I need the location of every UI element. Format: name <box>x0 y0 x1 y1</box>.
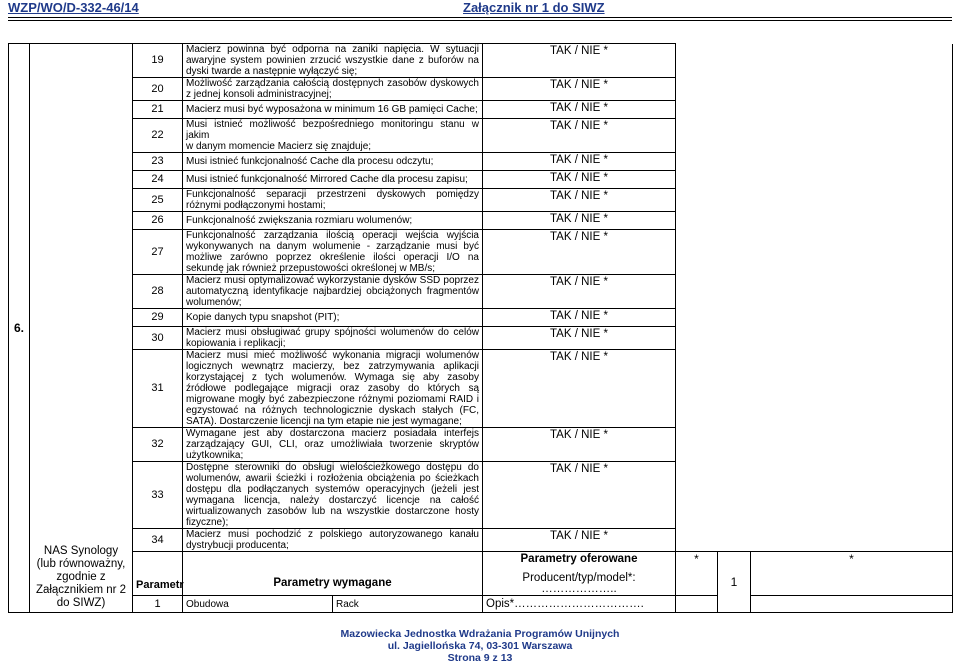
empty-cell <box>676 428 953 462</box>
requirement-number: 20 <box>133 78 183 101</box>
requirement-text-line: wolumenów, awarii ścieżki i rozłożenia obciążenia po ścieżkach <box>186 473 479 484</box>
parameter-name: Obudowa <box>183 596 333 613</box>
requirement-description <box>183 230 483 275</box>
section-number: 6. <box>9 44 30 613</box>
asterisk: * <box>676 552 718 596</box>
requirement-text-line: SATA). Dostarczenie licencji na tym etapie nie jest wymagane; <box>186 416 462 427</box>
footer-address: ul. Jagiellońska 74, 03-301 Warszawa <box>387 640 573 652</box>
requirement-description <box>183 78 483 101</box>
module-line: NAS Synology <box>43 545 119 557</box>
footer-page-number: Strona 9 z 13 <box>447 652 513 664</box>
answer-cell[interactable]: TAK / NIE * <box>483 350 676 428</box>
empty-cell <box>676 212 953 230</box>
requirement-row <box>9 428 953 462</box>
requirement-text-line: Macierz musi optymalizować wykorzystanie dysków SSD poprzez <box>186 275 479 286</box>
empty-cell <box>676 230 953 275</box>
quantity: 1 <box>718 552 751 613</box>
attachment-title: Załącznik nr 1 do SIWZ <box>463 0 605 15</box>
requirement-description <box>183 44 483 78</box>
header-rule-2 <box>8 20 952 21</box>
requirement-text-line: migrowane mogły być zabezpieczone różnymi poziomami RAID i <box>186 394 479 405</box>
requirement-row <box>9 230 953 275</box>
requirement-number: 24 <box>133 171 183 189</box>
requirement-text-line: Macierz musi mieć możliwość wykonania migracji wolumenów <box>186 350 479 361</box>
asterisk: * <box>751 552 953 596</box>
requirement-number: 32 <box>133 428 183 462</box>
requirement-description <box>183 212 483 230</box>
requirement-row <box>9 78 953 101</box>
page-footer <box>0 628 960 664</box>
offered-parameters-header <box>483 552 676 596</box>
producer-field[interactable]: Producent/typ/model*: ……………….. <box>522 572 636 595</box>
requirement-text-line: Musi istnieć funkcjonalność Mirrored Cache dla procesu zapisu; <box>186 174 468 185</box>
answer-cell[interactable]: TAK / NIE * <box>483 462 676 529</box>
parameter-number: 1 <box>133 596 183 613</box>
empty-cell <box>676 529 953 552</box>
answer-cell[interactable]: TAK / NIE * <box>483 189 676 212</box>
empty-cell <box>676 189 953 212</box>
requirement-number: 25 <box>133 189 183 212</box>
requirement-number: 30 <box>133 327 183 350</box>
requirement-description <box>183 428 483 462</box>
header-rule-1 <box>8 17 952 18</box>
requirement-number: 34 <box>133 529 183 552</box>
requirement-number: 27 <box>133 230 183 275</box>
empty-cell <box>676 596 718 613</box>
requirement-row <box>9 462 953 529</box>
document-reference: WZP/WO/D-332-46/14 <box>8 0 139 15</box>
requirement-text-line: Macierz powinna być odporna na zaniki napięcia. W sytuacji <box>186 44 479 55</box>
requirement-text-line: Macierz musi obsługiwać grupy spójności wolumenów do celów <box>186 327 479 338</box>
requirement-row <box>9 44 953 78</box>
offered-label: Parametry oferowane <box>520 553 638 565</box>
requirement-text-line: automatyczną identyfikacje najbardziej obciążonych fragmentów <box>186 286 479 297</box>
requirement-text-line: możliwe zarówno poprzez określenie ilości operacji I/O na <box>186 252 479 263</box>
empty-cell <box>676 462 953 529</box>
empty-cell <box>676 44 953 78</box>
requirement-text-line: Wymagane jest aby dostarczona macierz posiadała interfejs <box>186 428 479 439</box>
answer-cell[interactable]: TAK / NIE * <box>483 275 676 309</box>
requirement-text-line: dystrybucji producenta; <box>186 540 289 551</box>
requirement-number: 33 <box>133 462 183 529</box>
parameter-row <box>9 596 953 613</box>
module-description <box>30 44 133 613</box>
footer-institution: Mazowiecka Jednostka Wdrażania Programów Unijnych <box>340 628 620 640</box>
requirement-text-line: w danym momencie Macierz się znajduje; <box>186 141 372 152</box>
parameter-header: Parametr <box>133 552 183 596</box>
requirement-row <box>9 171 953 189</box>
requirement-number: 31 <box>133 350 183 428</box>
empty-cell <box>676 78 953 101</box>
answer-cell[interactable]: TAK / NIE * <box>483 44 676 78</box>
requirement-text-line: Musi istnieć możliwość bezpośredniego monitoringu stanu w jakim <box>186 119 479 141</box>
requirement-number: 26 <box>133 212 183 230</box>
requirement-text-line: dostępu dla podłączanych systemów operacyjnych (jeżeli jest <box>186 484 479 495</box>
requirement-text-line: źródłowe podlegające migracji oraz zasoby do których są <box>186 383 479 394</box>
empty-cell <box>676 171 953 189</box>
requirement-text-line: użytkownika; <box>186 450 244 461</box>
module-line: do SIWZ) <box>56 597 106 609</box>
requirement-row <box>9 350 953 428</box>
empty-cell <box>676 350 953 428</box>
requirement-number: 21 <box>133 101 183 119</box>
answer-cell[interactable]: TAK / NIE * <box>483 78 676 101</box>
requirement-text-line: logicznych wewnątrz macierzy, bez zatrzymywania aplikacji <box>186 361 479 372</box>
empty-cell <box>676 327 953 350</box>
requirement-row <box>9 529 953 552</box>
parameter-value: Rack <box>333 596 483 613</box>
requirement-text-line: różnymi podłączonymi hostami; <box>186 200 326 211</box>
requirement-text-line: Funkcjonalność separacji przestrzeni dyskowych pomiędzy <box>186 189 479 200</box>
empty-cell <box>676 119 953 153</box>
requirement-description <box>183 101 483 119</box>
requirement-text-line: wirtualizowanych zasobów lub na wszystkie dostarczone hosty <box>186 506 479 517</box>
answer-cell[interactable]: TAK / NIE * <box>483 309 676 327</box>
answer-cell[interactable]: TAK / NIE * <box>483 153 676 171</box>
requirement-row <box>9 189 953 212</box>
requirement-text-line: wolumenów; <box>186 297 242 308</box>
requirement-number: 29 <box>133 309 183 327</box>
requirement-row <box>9 212 953 230</box>
requirement-description <box>183 153 483 171</box>
requirement-description <box>183 275 483 309</box>
requirement-text-line: Kopie danych typu snapshot (PIT); <box>186 312 340 323</box>
requirement-description <box>183 350 483 428</box>
requirement-text-line: Funkcjonalność zarządzania ilością operacji wejścia wyjścia <box>186 230 479 241</box>
requirement-description <box>183 171 483 189</box>
requirement-text-line: Macierz musi pochodzić z polskiego autoryzowanego kanału <box>186 529 479 540</box>
requirement-description <box>183 189 483 212</box>
module-line: Załącznikiem nr 2 <box>35 584 127 596</box>
answer-cell[interactable]: TAK / NIE * <box>483 327 676 350</box>
answer-cell[interactable]: TAK / NIE * <box>483 529 676 552</box>
requirement-description <box>183 119 483 153</box>
required-parameters-header: Parametry wymagane <box>183 552 483 596</box>
answer-cell[interactable]: TAK / NIE * <box>483 171 676 189</box>
empty-cell <box>676 309 953 327</box>
requirement-text-line: korzystającej z tych wolumenów. Wymaga się aby zasoby <box>186 372 479 383</box>
requirement-description <box>183 462 483 529</box>
requirement-description <box>183 529 483 552</box>
requirement-row <box>9 101 953 119</box>
requirement-text-line: Dostępne sterowniki do obsługi wielościeżkowego dostępu do <box>186 462 479 473</box>
answer-cell[interactable]: TAK / NIE * <box>483 101 676 119</box>
answer-cell[interactable]: TAK / NIE * <box>483 119 676 153</box>
requirement-text-line: wykonywanych na danym wolumenie - zarządzanie musi być <box>186 241 479 252</box>
specification-table <box>8 43 953 613</box>
empty-cell <box>676 275 953 309</box>
requirement-text-line: dyski twarde a następnie wyłączyć się; <box>186 66 358 77</box>
answer-cell[interactable]: TAK / NIE * <box>483 212 676 230</box>
requirement-text-line: wymagana licencja, należy dostarczyć licencje na całość <box>186 495 479 506</box>
requirement-text-line: sekundę jak również przepustowości określonej w MB/s; <box>186 263 435 274</box>
page-header <box>0 0 960 18</box>
requirement-text-line: awaryjne system powinien zrzucić wszystkie dane z buforów na <box>186 55 479 66</box>
requirement-row <box>9 309 953 327</box>
requirement-number: 22 <box>133 119 183 153</box>
requirement-number: 19 <box>133 44 183 78</box>
requirement-description <box>183 327 483 350</box>
requirement-row <box>9 275 953 309</box>
description-field[interactable]: Opis*……………………………. <box>483 596 676 613</box>
requirement-number: 23 <box>133 153 183 171</box>
requirement-number: 28 <box>133 275 183 309</box>
module-line: zgodnie z <box>56 571 106 583</box>
requirement-row <box>9 327 953 350</box>
requirement-text-line: Macierz musi być wyposażona w minimum 16 GB pamięci Cache; <box>186 104 478 115</box>
requirement-text-line: kopiowania i replikacji; <box>186 338 286 349</box>
requirement-text-line: Funkcjonalność zwiększania rozmiaru wolumenów; <box>186 215 413 226</box>
requirement-description <box>183 309 483 327</box>
empty-cell <box>676 153 953 171</box>
answer-cell[interactable]: TAK / NIE * <box>483 230 676 275</box>
requirement-text-line: egzystować na różnych technologicznie dyskach stałych (FC, <box>186 405 479 416</box>
requirement-row <box>9 153 953 171</box>
empty-cell <box>751 596 953 613</box>
requirement-text-line: Możliwość zarządzania całością dostępnych zasobów dyskowych <box>186 78 479 89</box>
answer-cell[interactable]: TAK / NIE * <box>483 428 676 462</box>
empty-cell <box>676 101 953 119</box>
requirement-text-line: z jednej konsoli administracyjnej; <box>186 89 332 100</box>
module-line: (lub równoważny, <box>36 558 126 570</box>
requirement-row <box>9 119 953 153</box>
requirement-text-line: zarządzający GUI, CLI, oraz umożliwiała tworzenie skryptów <box>186 439 479 450</box>
requirement-text-line: fizyczne); <box>186 517 229 528</box>
parameter-header-row <box>9 552 953 596</box>
requirement-text-line: Musi istnieć funkcjonalność Cache dla procesu odczytu; <box>186 156 434 167</box>
